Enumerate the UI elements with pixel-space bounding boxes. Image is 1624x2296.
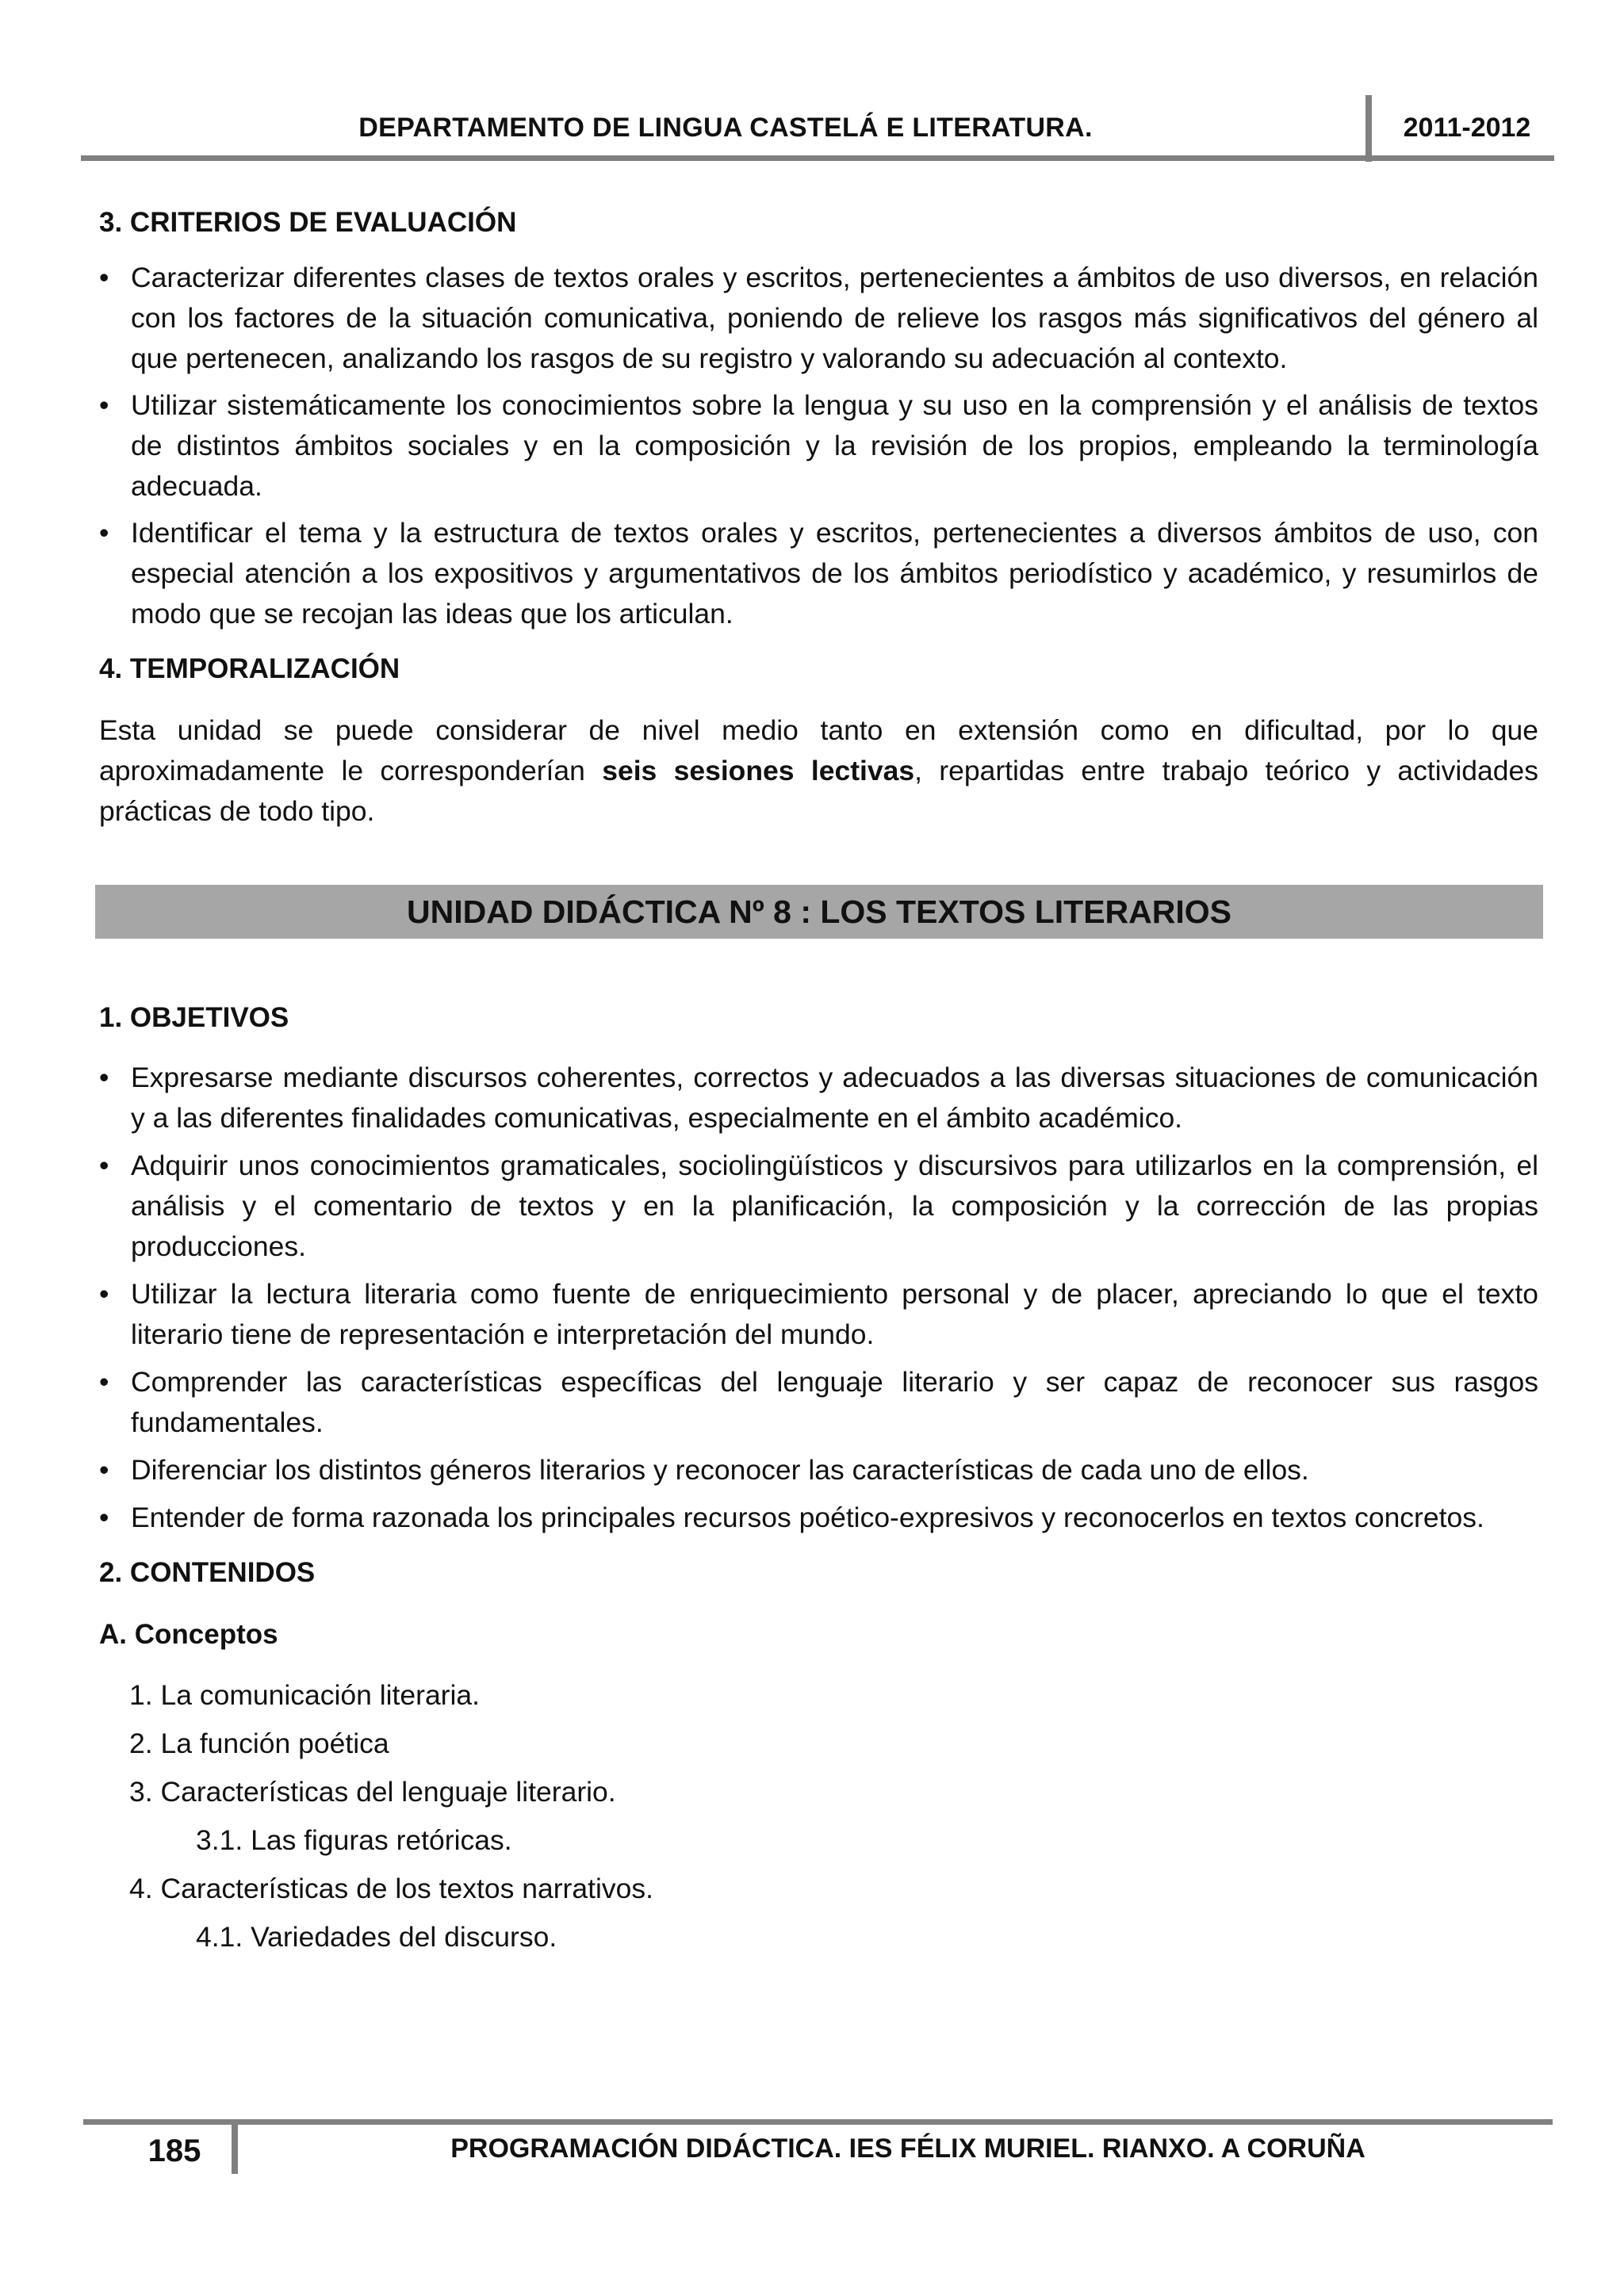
- conceptos-item: 4. Características de los textos narrativos.: [129, 1873, 653, 1904]
- header-title: DEPARTAMENTO DE LINGUA CASTELÁ E LITERATURA.: [358, 113, 1093, 143]
- footer-divider: [232, 2122, 238, 2174]
- footer-text: PROGRAMACIÓN DIDÁCTICA. IES FÉLIX MURIEL. RIANXO. A CORUÑA: [450, 2133, 1365, 2164]
- objetivos-item: • Utilizar la lectura literaria como fuente de enriquecimiento personal y de placer, apreciando lo que el texto literario tiene de representación e interpretación del mundo.: [99, 1274, 1538, 1355]
- header-year: 2011-2012: [1403, 113, 1531, 143]
- objetivos-list: [99, 1058, 1538, 1538]
- conceptos-list: [99, 1671, 1538, 1961]
- temporalizacion-bold-text: seis sesiones lectivas: [602, 755, 915, 786]
- temporalizacion-text-start: Esta unidad se puede considerar de nivel medio tanto en extensión como en dificultad, por lo que aproximadamente le corresponderían: [99, 714, 1538, 786]
- criterios-item: • Caracterizar diferentes clases de textos orales y escritos, pertenecientes a ámbitos de uso diversos, en relación con los factores de la situación comunicativa, poniendo de relieve los rasgos más significativos del género al que pertenecen, analizando los rasgos de su registro y valorando su adecuación al contexto.: [99, 258, 1538, 379]
- conceptos-item: 3. Características del lenguaje literario.: [129, 1776, 616, 1808]
- contenidos-heading: 2. CONTENIDOS: [99, 1557, 316, 1588]
- objetivos-item: • Comprender las características específicas del lenguaje literario y ser capaz de reconocer sus rasgos fundamentales.: [99, 1362, 1538, 1443]
- conceptos-item: 2. La función poética: [129, 1728, 389, 1759]
- temporalizacion-heading: 4. TEMPORALIZACIÓN: [99, 653, 400, 684]
- page-number: 185: [147, 2133, 201, 2168]
- objetivos-item: • Entender de forma razonada los principales recursos poético-expresivos y reconocerlos en textos concretos.: [99, 1498, 1538, 1538]
- header-rule: [81, 155, 1554, 161]
- criterios-item: • Utilizar sistemáticamente los conocimientos sobre la lengua y su uso en la comprensión y el análisis de textos de distintos ámbitos sociales y en la composición y la revisión de los propios, empleando la terminología adecuada.: [99, 385, 1538, 507]
- objetivos-item: • Adquirir unos conocimientos gramaticales, sociolingüísticos y discursivos para utilizarlos en la comprensión, el análisis y el comentario de textos y en la planificación, la composición y la corrección de las propias producciones.: [99, 1146, 1538, 1267]
- unit-banner: UNIDAD DIDÁCTICA Nº 8 : LOS TEXTOS LITERARIOS: [95, 885, 1543, 939]
- conceptos-subitem: 3.1. Las figuras retóricas.: [196, 1824, 512, 1856]
- conceptos-item: 1. La comunicación literaria.: [129, 1679, 480, 1711]
- criterios-heading: 3. CRITERIOS DE EVALUACIÓN: [99, 207, 517, 238]
- temporalizacion-paragraph: [99, 710, 1538, 832]
- conceptos-subitem: 4.1. Variedades del discurso.: [196, 1921, 557, 1953]
- temporalizacion-text-end: , repartidas entre trabajo teórico y actividades prácticas de todo tipo.: [99, 755, 1538, 827]
- objetivos-heading: 1. OBJETIVOS: [99, 1002, 289, 1033]
- header-divider: [1365, 95, 1372, 162]
- criterios-list: [99, 258, 1538, 634]
- objetivos-item: • Diferenciar los distintos géneros literarios y reconocer las características de cada uno de ellos.: [99, 1450, 1538, 1490]
- footer-rule: [83, 2119, 1553, 2125]
- objetivos-item: • Expresarse mediante discursos coherentes, correctos y adecuados a las diversas situaciones de comunicación y a las diferentes finalidades comunicativas, especialmente en el ámbito académico.: [99, 1058, 1538, 1138]
- criterios-item: • Identificar el tema y la estructura de textos orales y escritos, pertenecientes a diversos ámbitos de uso, con especial atención a los expositivos y argumentativos de los ámbitos periodístico y académico, y resumirlos de modo que se recojan las ideas que los articulan.: [99, 513, 1538, 634]
- page-content: [99, 202, 1538, 1961]
- conceptos-subheading: A. Conceptos: [99, 1619, 278, 1650]
